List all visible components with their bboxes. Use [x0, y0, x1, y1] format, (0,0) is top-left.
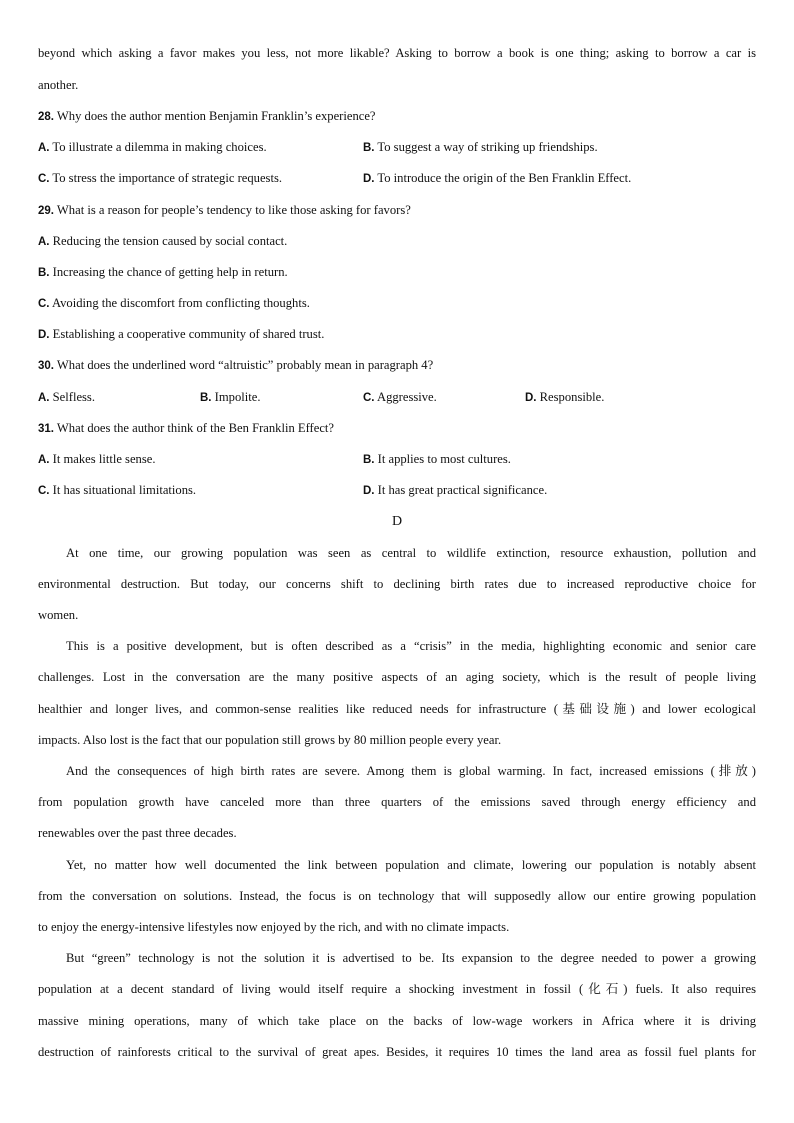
- question-number: 28.: [38, 111, 54, 123]
- section-d-title: D: [391, 514, 403, 529]
- option-text: Responsible.: [539, 390, 605, 404]
- q30-option-c[interactable]: [363, 389, 437, 406]
- option-letter: A.: [38, 392, 50, 404]
- paragraph-line: to enjoy the energy-intensive lifestyles now enjoyed by the rich, and with no climate impacts.: [38, 920, 510, 934]
- q29-option-d[interactable]: [38, 326, 324, 343]
- option-letter: C.: [363, 392, 375, 404]
- q28-option-d[interactable]: [363, 170, 631, 187]
- option-text: To introduce the origin of the Ben Franklin Effect.: [377, 171, 632, 185]
- paragraph-line: renewables over the past three decades.: [38, 826, 237, 840]
- option-letter: B.: [363, 142, 375, 154]
- question-31-stem: [38, 420, 756, 437]
- option-text: It has great practical significance.: [377, 483, 548, 497]
- q29-option-b[interactable]: [38, 264, 288, 281]
- paragraph-line: This is a positive development, but is often described as a “crisis” in the media, highlighting economic and senior care: [66, 639, 756, 653]
- paragraph-line: challenges. Lost in the conversation are the many positive aspects of an aging society, which is the result of people living: [38, 670, 756, 684]
- option-letter: A.: [38, 454, 50, 466]
- paragraph-line: population at a decent standard of living would itself require a shocking investment in fossil (化石) fuels. It also requires: [38, 982, 756, 996]
- question-number: 30.: [38, 360, 54, 372]
- paragraph-line: Yet, no matter how well documented the link between population and climate, lowering our population is notably absent: [66, 858, 756, 872]
- option-letter: C.: [38, 298, 50, 310]
- q31-option-c[interactable]: [38, 482, 196, 499]
- passage-c-line: another.: [38, 78, 79, 92]
- paragraph-line: healthier and longer lives, and common-sense realities like reduced needs for infrastructure (基础设施) and lower ecological: [38, 702, 756, 716]
- option-letter: A.: [38, 142, 50, 154]
- question-number: 31.: [38, 423, 54, 435]
- option-text: To suggest a way of striking up friendships.: [377, 140, 598, 154]
- q30-option-b[interactable]: [200, 389, 260, 406]
- paragraph-line: destruction of rainforests critical to the survival of great apes. Besides, it requires 10 times the land area as fossil fuel plants for: [38, 1045, 756, 1059]
- question-text: What does the underlined word “altruistic” probably mean in paragraph 4?: [56, 358, 434, 372]
- option-text: Reducing the tension caused by social contact.: [52, 234, 288, 248]
- paragraph-line: from population growth have canceled more than three quarters of the emissions saved through energy efficiency and: [38, 795, 756, 809]
- paragraph-line: At one time, our growing population was seen as central to wildlife extinction, resource exhaustion, pollution and: [66, 546, 756, 560]
- q29-option-a[interactable]: [38, 233, 287, 250]
- question-29-stem: [38, 202, 756, 219]
- option-text: Establishing a cooperative community of shared trust.: [52, 327, 325, 341]
- question-text: What does the author think of the Ben Franklin Effect?: [56, 421, 335, 435]
- paragraph-line: But “green” technology is not the solution it is advertised to be. Its expansion to the degree needed to power a growing: [66, 951, 756, 965]
- passage-c-line: beyond which asking a favor makes you less, not more likable? Asking to borrow a book is one thing; asking to borrow a car is: [38, 46, 756, 60]
- q30-option-a[interactable]: [38, 389, 95, 406]
- paragraph-line: impacts. Also lost is the fact that our population still grows by 80 million people every year.: [38, 733, 502, 747]
- option-text: It has situational limitations.: [52, 483, 197, 497]
- paragraph-line: from the conversation on solutions. Instead, the focus is on technology that will supposedly allow our entire growing population: [38, 889, 756, 903]
- question-text: Why does the author mention Benjamin Franklin’s experience?: [56, 109, 376, 123]
- q28-option-b[interactable]: [363, 139, 598, 156]
- option-text: Impolite.: [214, 390, 261, 404]
- option-letter: B.: [38, 267, 50, 279]
- q31-option-b[interactable]: [363, 451, 511, 468]
- option-text: Avoiding the discomfort from conflicting thoughts.: [51, 296, 310, 310]
- option-letter: A.: [38, 236, 50, 248]
- option-letter: D.: [363, 485, 375, 497]
- option-text: It makes little sense.: [52, 452, 156, 466]
- question-30-stem: [38, 357, 756, 374]
- option-text: Aggressive.: [376, 390, 437, 404]
- option-text: Selfless.: [52, 390, 95, 404]
- question-text: What is a reason for people’s tendency to like those asking for favors?: [56, 203, 411, 217]
- option-text: To stress the importance of strategic requests.: [52, 171, 283, 185]
- q31-option-a[interactable]: [38, 451, 155, 468]
- paragraph-line: And the consequences of high birth rates are severe. Among them is global warming. In fact, increased emissions (排放): [66, 764, 756, 778]
- q30-option-d[interactable]: [525, 389, 604, 406]
- option-letter: C.: [38, 485, 50, 497]
- option-text: It applies to most cultures.: [377, 452, 511, 466]
- paragraph-line: women.: [38, 608, 79, 622]
- option-text: Increasing the chance of getting help in return.: [52, 265, 288, 279]
- q29-option-c[interactable]: [38, 295, 310, 312]
- q28-option-a[interactable]: [38, 139, 267, 156]
- q31-option-d[interactable]: [363, 482, 547, 499]
- option-letter: B.: [200, 392, 212, 404]
- paragraph-line: massive mining operations, many of which take place on the backs of low-wage workers in Africa where it is driving: [38, 1014, 756, 1028]
- question-number: 29.: [38, 205, 54, 217]
- option-letter: D.: [38, 329, 50, 341]
- question-28-stem: [38, 108, 756, 125]
- q28-option-c[interactable]: [38, 170, 282, 187]
- option-letter: B.: [363, 454, 375, 466]
- option-text: To illustrate a dilemma in making choices.: [52, 140, 267, 154]
- paragraph-line: environmental destruction. But today, our concerns shift to declining birth rates due to increased reproductive choice for: [38, 577, 756, 591]
- option-letter: D.: [363, 173, 375, 185]
- option-letter: C.: [38, 173, 50, 185]
- option-letter: D.: [525, 392, 537, 404]
